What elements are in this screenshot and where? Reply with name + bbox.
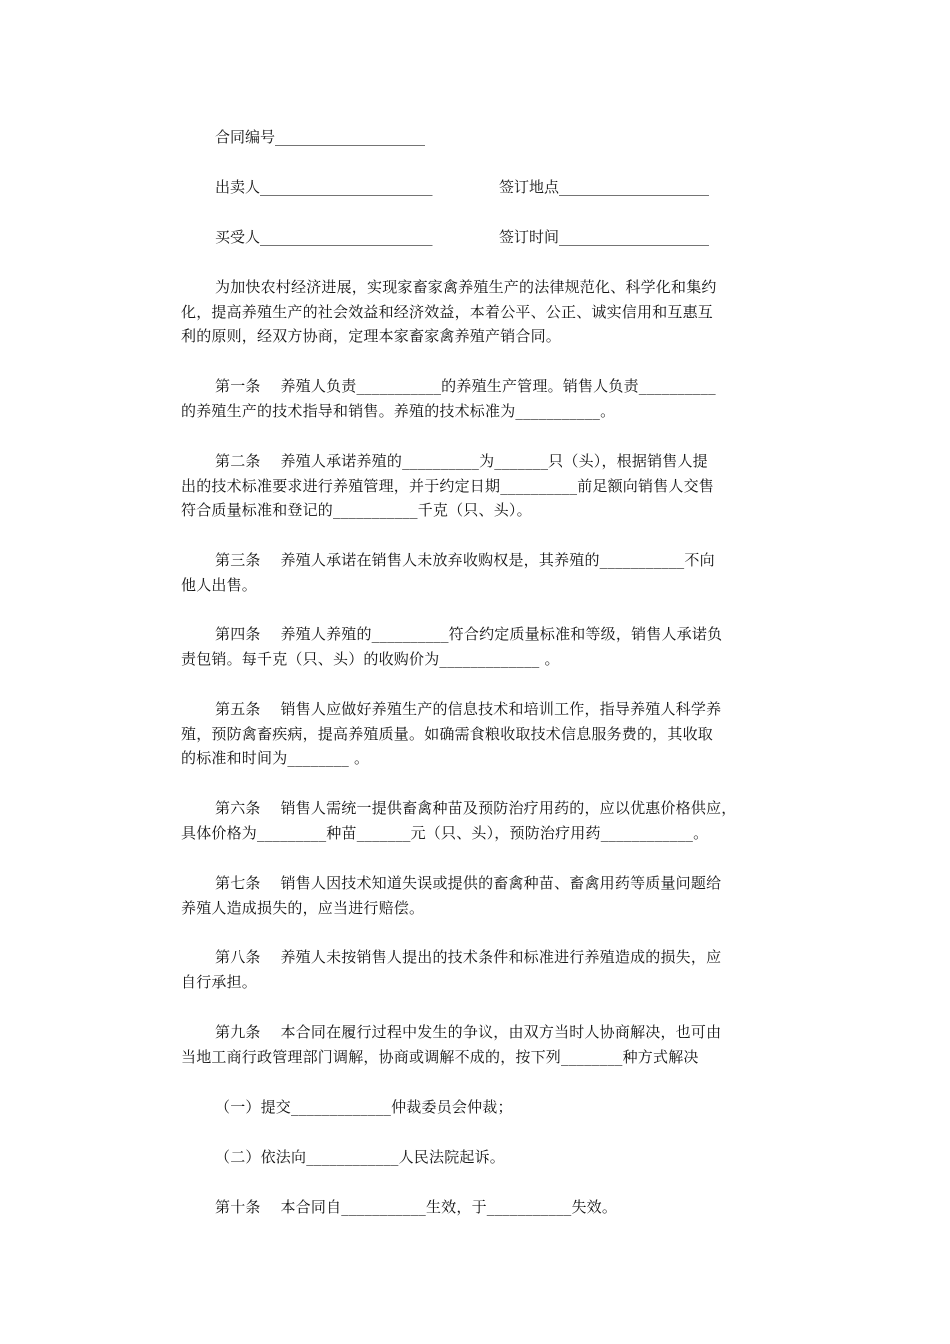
article-line: 第八条 养殖人未按销售人提出的技术条件和标准进行养殖造成的损失，应 bbox=[215, 948, 722, 966]
contract-number-field: 合同编号____________________ bbox=[215, 128, 426, 146]
article-line: （二）依法向____________人民法院起诉。 bbox=[215, 1148, 506, 1166]
article-line: 自行承担。 bbox=[181, 972, 258, 991]
article-line: 的标准和时间为________ 。 bbox=[181, 749, 370, 767]
preamble-line: 利的原则，经双方协商，定理本家畜家禽养殖产销合同。 bbox=[181, 327, 562, 345]
sign-time-field: 签订时间____________________ bbox=[499, 228, 710, 246]
preamble-line: 为加快农村经济进展，实现家畜家禽养殖生产的法律规范化、科学化和集约 bbox=[215, 278, 717, 296]
seller-field: 出卖人_______________________ bbox=[215, 178, 433, 196]
article-line: 当地工商行政管理部门调解，协商或调解不成的，按下列________种方式解决 bbox=[181, 1047, 699, 1066]
article-line: 殖，预防禽畜疾病，提高养殖质量。如确需食粮收取技术信息服务费的，其收取 bbox=[181, 724, 714, 743]
article-line: 的养殖生产的技术指导和销售。养殖的技术标准为___________。 bbox=[181, 401, 616, 420]
article-line: 符合质量标准和登记的___________千克（只、头）。 bbox=[181, 501, 532, 519]
article-line: （一）提交_____________仲裁委员会仲裁； bbox=[215, 1098, 513, 1116]
article-line: 养殖人造成损失的，应当进行赔偿。 bbox=[181, 898, 425, 917]
article-line: 第六条 销售人需统一提供畜禽种苗及预防治疗用药的，应以优惠价格供应， bbox=[215, 799, 737, 817]
article-line: 第七条 销售人因技术知道失误或提供的畜禽种苗、畜禽用药等质量问题给 bbox=[215, 874, 722, 892]
article-line: 第五条 销售人应做好养殖生产的信息技术和培训工作，指导养殖人科学养 bbox=[215, 700, 722, 718]
article-line: 第二条 养殖人承诺养殖的__________为_______只（头），根据销售人提 bbox=[215, 452, 708, 470]
buyer-field: 买受人_______________________ bbox=[215, 228, 433, 246]
sign-place-field: 签订地点____________________ bbox=[499, 178, 710, 196]
article-line: 他人出售。 bbox=[181, 575, 258, 594]
article-line: 第四条 养殖人养殖的__________符合约定质量标准和等级，销售人承诺负 bbox=[215, 625, 723, 643]
article-line: 第一条 养殖人负责___________的养殖生产管理。销售人负责__________ bbox=[215, 377, 716, 395]
preamble-line: 化，提高养殖生产的社会效益和经济效益，本着公平、公正、诚实信用和互惠互 bbox=[181, 302, 714, 321]
article-line: 第十条 本合同自___________生效，于___________失效。 bbox=[215, 1198, 618, 1216]
article-line: 责包销。每千克（只、头）的收购价为_____________ 。 bbox=[181, 649, 560, 668]
article-line: 具体价格为_________种苗_______元（只、头），预防治疗用药____________。 bbox=[181, 823, 709, 842]
article-line: 出的技术标准要求进行养殖管理，并于约定日期__________前足额向销售人交售 bbox=[181, 476, 715, 495]
article-line: 第三条 养殖人承诺在销售人未放弃收购权是，其养殖的___________不向 bbox=[215, 551, 715, 569]
article-line: 第九条 本合同在履行过程中发生的争议，由双方当时人协商解决，也可由 bbox=[215, 1023, 722, 1041]
